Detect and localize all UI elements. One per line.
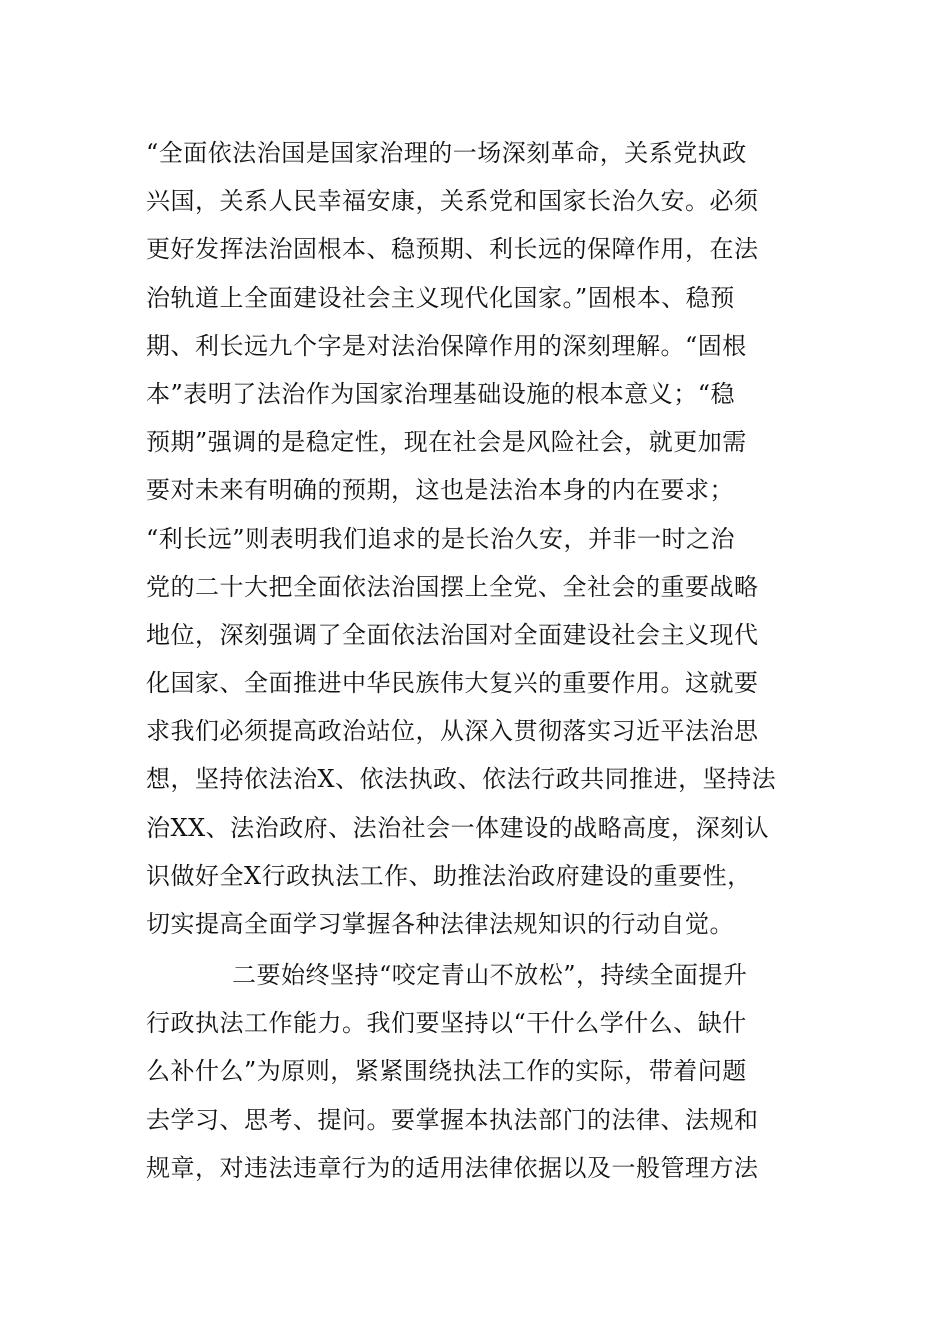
text-line: 二要始终坚持“咬定青山不放松”，持续全面提升 <box>232 961 748 989</box>
paragraph-2 <box>146 951 806 1192</box>
text-line: “利长远”则表明我们追求的是长治久安，并非一时之治 <box>146 524 736 553</box>
text-line: 地位，深刻强调了全面依法治国对全面建设社会主义现代 <box>146 620 759 649</box>
text-line: 化国家、全面推进中华民族伟大复兴的重要作用。这就要 <box>146 669 759 698</box>
text-line: 切实提高全面学习掌握各种法律法规知识的行动自觉。 <box>146 910 734 938</box>
text-line: 党的二十大把全面依法治国摆上全党、全社会的重要战略 <box>146 572 759 601</box>
text-line: 想，坚持依法治X、依法执政、依法行政共同推进，坚持法 <box>146 765 777 794</box>
text-line: 更好发挥法治固根本、稳预期、利长远的保障作用，在法 <box>146 235 759 264</box>
text-line: 规章，对违法违章行为的适用法律依据以及一般管理方法 <box>146 1153 759 1182</box>
text-line: 预期”强调的是稳定性，现在社会是风险社会，就更加需 <box>146 428 747 457</box>
text-line: 去学习、思考、提问。要掌握本执法部门的法律、法规和 <box>146 1105 759 1134</box>
text-line: 求我们必须提高政治站位，从深入贯彻落实习近平法治思 <box>146 717 759 746</box>
text-line: 识做好全X行政执法工作、助推法治政府建设的重要性， <box>146 861 752 890</box>
text-line: 治XX、法治政府、法治社会一体建设的战略高度，深刻认 <box>146 813 770 842</box>
paragraph-1 <box>146 129 806 948</box>
text-line: 要对未来有明确的预期，这也是法治本身的内在要求； <box>146 476 734 505</box>
text-line: 兴国，关系人民幸福安康，关系党和国家长治久安。必须 <box>146 187 759 216</box>
text-line: 行政执法工作能力。我们要坚持以“干什么学什么、缺什 <box>146 1009 747 1038</box>
text-line: 么补什么”为原则，紧紧围绕执法工作的实际，带着问题 <box>146 1057 747 1086</box>
text-line: 期、利长远九个字是对法治保障作用的深刻理解。“固根 <box>146 331 747 360</box>
text-line: “全面依法治国是国家治理的一场深刻革命，关系党执政 <box>146 139 747 167</box>
text-line: 本”表明了法治作为国家治理基础设施的根本意义；“稳 <box>146 379 736 408</box>
text-line: 治轨道上全面建设社会主义现代化国家。”固根本、稳预 <box>146 283 735 312</box>
